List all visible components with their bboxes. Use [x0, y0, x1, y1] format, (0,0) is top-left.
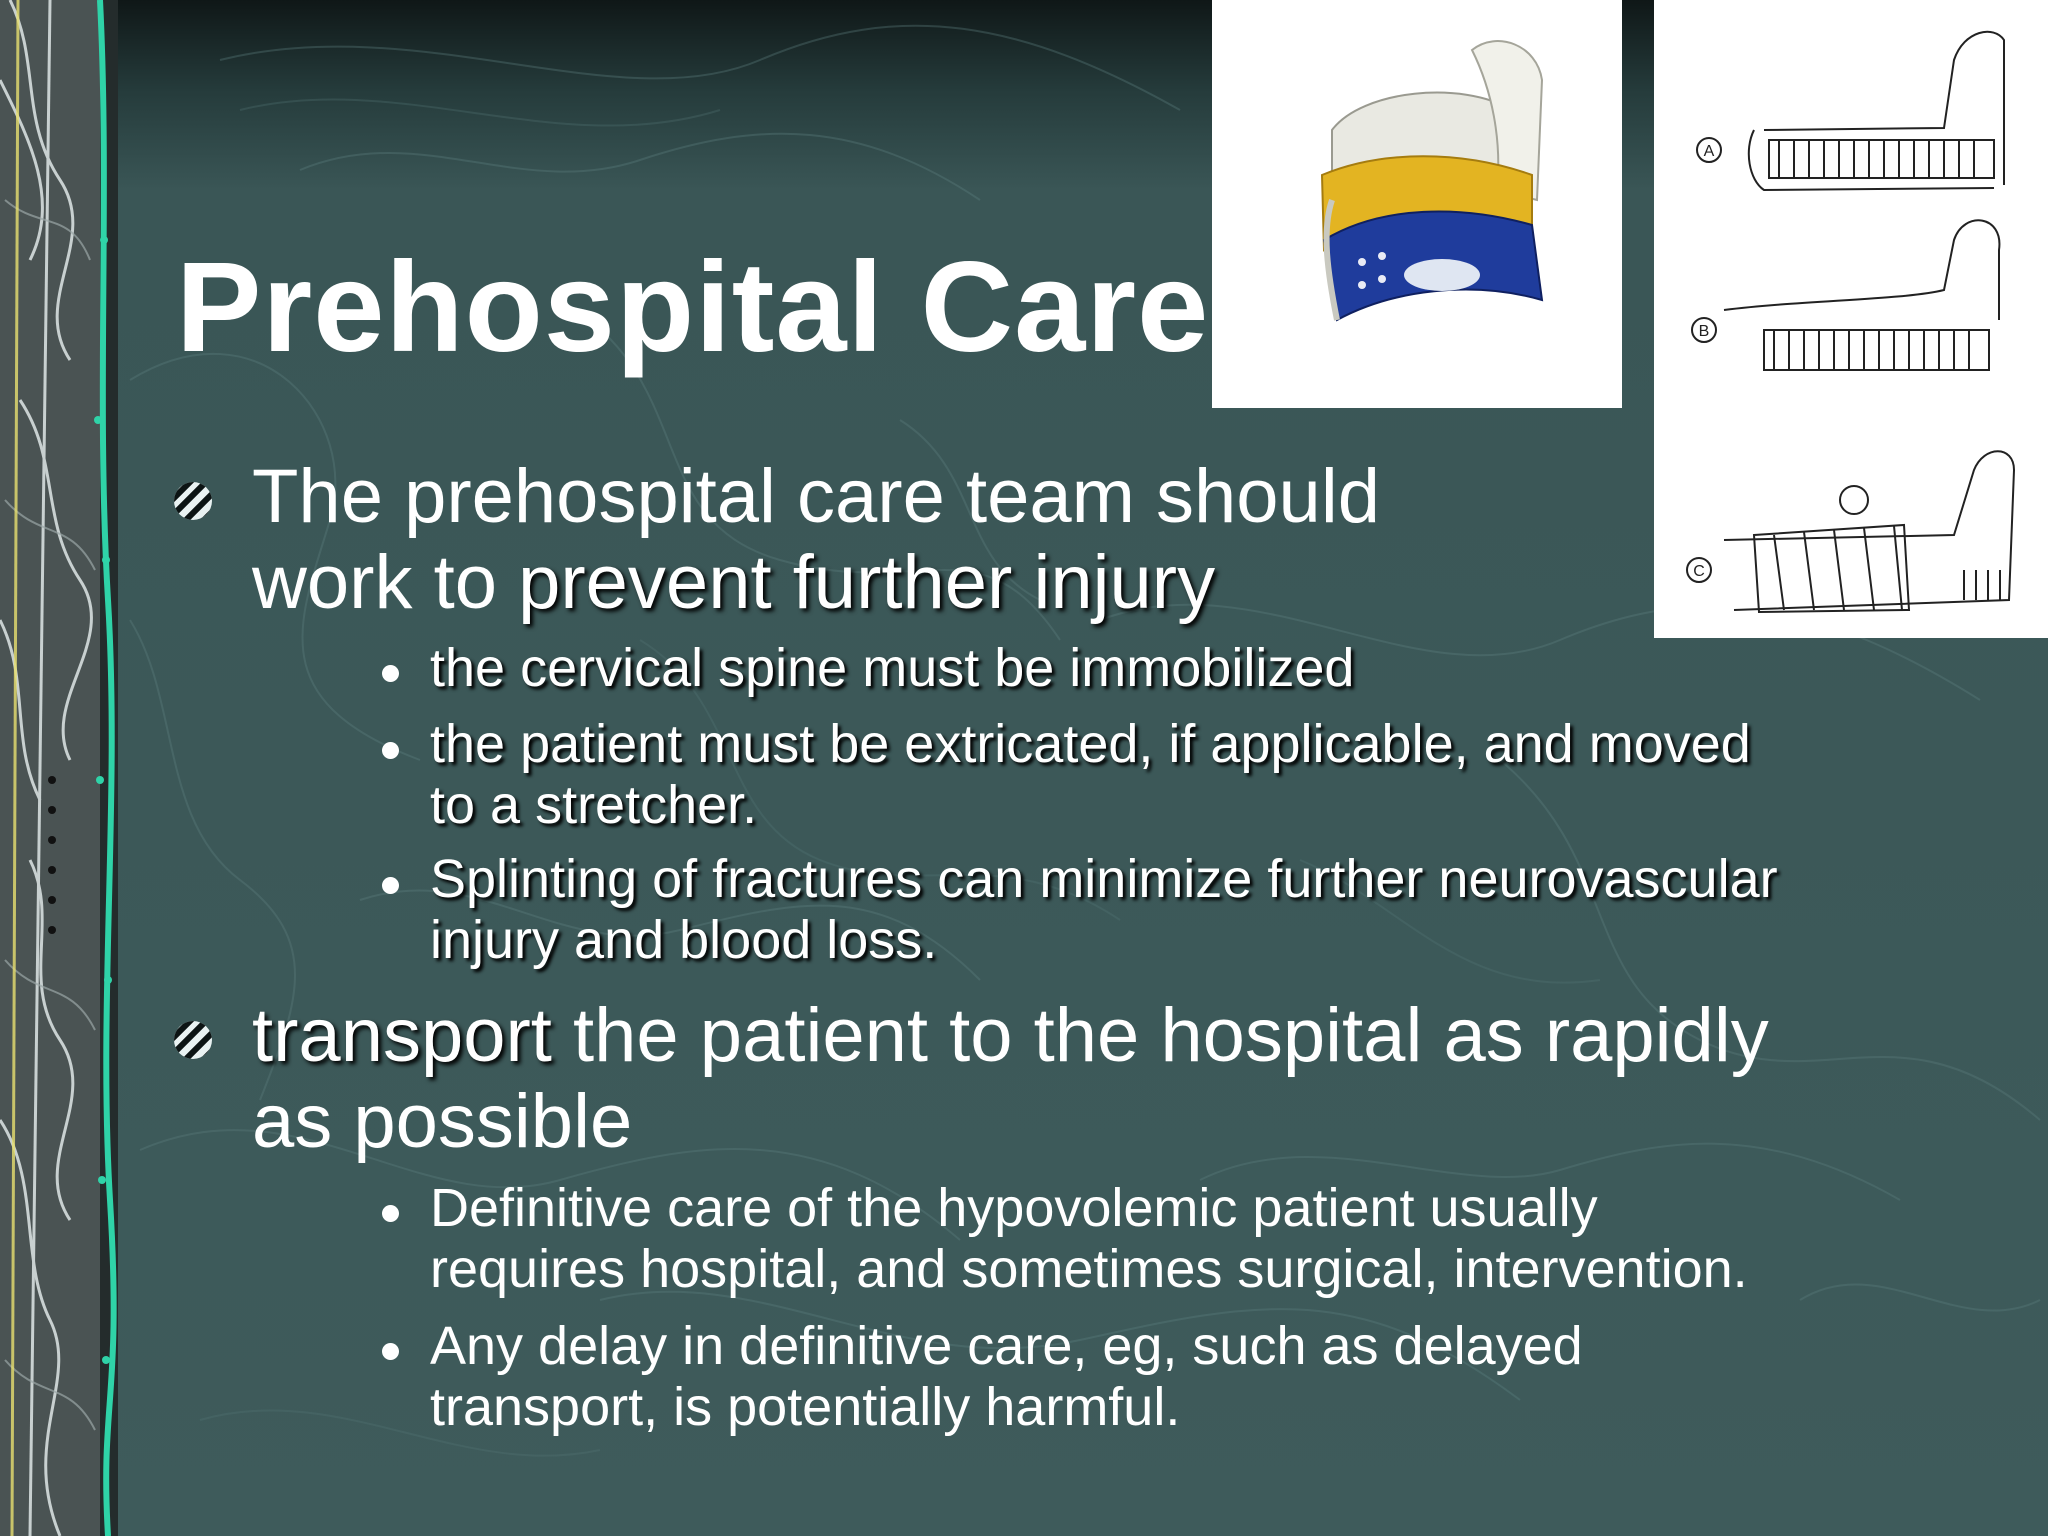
sub-bullet-5-line-2: transport, is potentially harmful. — [430, 1377, 1181, 1437]
bullet-1-plain: work to — [252, 540, 519, 625]
sub-bullet-4-line-1: Definitive care of the hypovolemic patient usually — [430, 1178, 1598, 1238]
bullet-1-emphasis: prevent further injury — [518, 540, 1216, 625]
sub-bullet-3-line-2: injury and blood loss. — [430, 910, 938, 970]
sub-bullet-dot-icon — [382, 742, 399, 759]
sub-bullet-4 — [430, 1178, 1890, 1300]
splint-label-b: B — [1698, 323, 1710, 340]
sub-bullet-dot-icon — [382, 665, 399, 682]
cervical-collar-image — [1212, 0, 1622, 408]
slide-title: Prehospital Care — [176, 236, 1210, 379]
sub-bullet-1 — [430, 638, 1890, 699]
sub-bullet-3-line-1: Splinting of fractures can minimize further neurovascular — [430, 849, 1778, 909]
bullet-2-plain: the patient to the hospital as rapidly — [551, 993, 1769, 1078]
sub-bullet-3 — [430, 849, 1890, 971]
sub-bullet-2-line-2: to a stretcher. — [430, 775, 758, 835]
sub-bullet-dot-icon — [382, 877, 399, 894]
sub-bullet-dot-icon — [382, 1205, 399, 1222]
bullet-2-line-2: as possible — [252, 1079, 633, 1164]
map-strip-decoration — [0, 0, 118, 1536]
sub-bullet-4-line-2: requires hospital, and sometimes surgical, intervention. — [430, 1239, 1748, 1299]
sub-bullet-2 — [430, 714, 1890, 836]
sub-bullet-dot-icon — [382, 1343, 399, 1360]
sub-bullet-5 — [430, 1316, 1890, 1438]
sub-bullet-1-line-1: the cervical spine must be immobilized — [430, 638, 1355, 698]
bullet-2-text — [252, 993, 1852, 1165]
splint-label-a: A — [1703, 143, 1715, 160]
bullet-1-line-2 — [252, 540, 1852, 626]
striped-bullet-icon — [172, 1019, 214, 1061]
sub-bullet-2-line-1: the patient must be extricated, if applicable, and moved — [430, 714, 1751, 774]
bullet-1-text — [252, 454, 1852, 626]
bullet-2-line-1 — [252, 993, 1852, 1079]
sub-bullet-5-line-1: Any delay in definitive care, eg, such as delayed — [430, 1316, 1583, 1376]
bullet-2-emphasis: transport — [252, 993, 552, 1078]
striped-bullet-icon — [172, 480, 214, 522]
splint-label-c: C — [1693, 563, 1705, 580]
bullet-1-line-1: The prehospital care team should — [252, 454, 1380, 539]
